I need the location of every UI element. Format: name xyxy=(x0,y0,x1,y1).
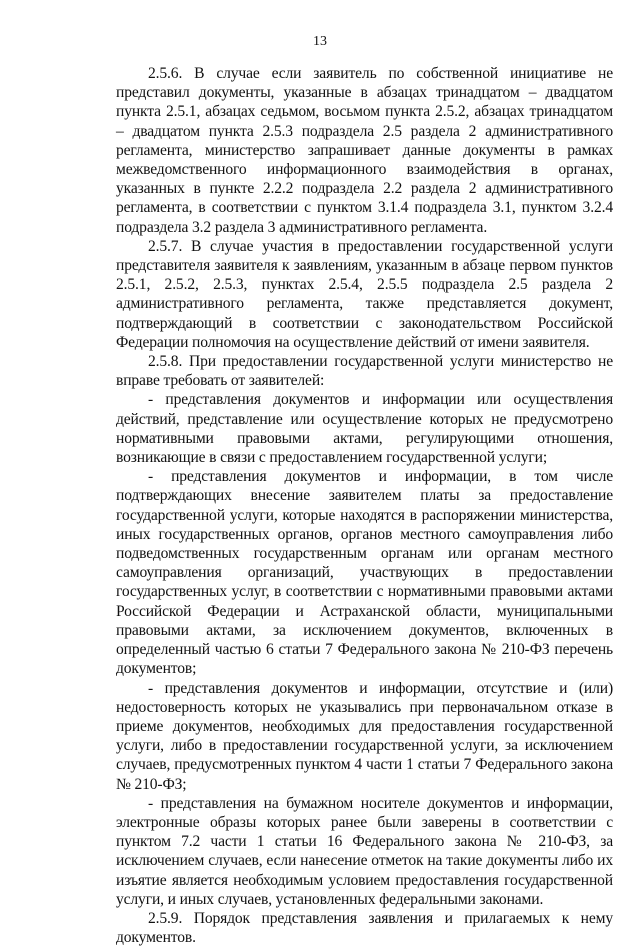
paragraph-2-5-7: 2.5.7. В случае участия в предоставлении государственной услуги представителя заявителя к заявлениям, указанным в абзаце первом пунктов 2.5.1, 2.5.2, 2.5.3, пунктах 2.5.4, 2.5.5 подраздела 2.5 раздела 2 административного регламента, также представляется документ, подтверждающий в соответствии с законодательством Российской Федерации полномочия на осуществление действий от имени заявителя. xyxy=(116,237,613,351)
list-item: - представления документов и информации, в том числе подтверждающих внесение заявителем платы за предоставление государственной услуги, которые находятся в распоряжении министерства, иных государственных органов, органов местного самоуправления либо подведомственных государственным органам или органам местного самоуправления организаций, участвующих в предоставлении государственных услуг, в соответствии с нормативными правовыми актами Российской Федерации и Астраханской области, муниципальными правовыми актами, за исключением документов, включенных в определенный частью 6 статьи 7 Федерального закона № 210-ФЗ перечень документов; xyxy=(116,468,613,678)
list-item: - представления документов и информации или осуществления действий, представление или осуществление которых не предусмотрено нормативными правовыми актами, регулирующими отношения, возникающие в связи с предоставлением государственной услуги; xyxy=(116,391,613,467)
document-body xyxy=(116,64,613,947)
paragraph-2-5-6: 2.5.6. В случае если заявитель по собственной инициативе не представил документы, указанные в абзацах тринадцатом – двадцатом пункта 2.5.1, абзацах седьмом, восьмом пункта 2.5.2, абзацах тринадцатом – двадцатом пункта 2.5.3 подраздела 2.5 раздела 2 административного регламента, министерство запрашивает данные документы в рамках межведомственного информационного взаимодействия в органах, указанных в пункте 2.2.2 подраздела 2.2 раздела 2 административного регламента, в соответствии с пунктом 3.1.4 подраздела 3.1, пунктом 3.2.4 подраздела 3.2 раздела 3 административного регламента. xyxy=(116,65,613,236)
page-number: 13 xyxy=(313,34,327,49)
list-item: - представления на бумажном носителе документов и информации, электронные образы которых ранее были заверены в соответствии с пунктом 7.2 части 1 статьи 16 Федерального закона № 210-ФЗ, за исключением случаев, если нанесение отметок на такие документы либо их изъятие является необходимым условием предоставления государственной услуги, и иных случаев, установленных федеральными законами. xyxy=(116,794,613,908)
paragraph-2-5-9: 2.5.9. Порядок представления заявления и прилагаемых к нему документов. xyxy=(116,909,613,947)
paragraph-2-5-8: 2.5.8. При предоставлении государственной услуги министерство не вправе требовать от заявителей: xyxy=(116,353,613,390)
list-item: - представления документов и информации, отсутствие и (или) недостоверность которых не указывались при первоначальном отказе в приеме документов, необходимых для предоставления государственной услуги, либо в предоставлении государственной услуги, за исключением случаев, предусмотренных пунктом 4 части 1 статьи 7 Федерального закона № 210-ФЗ; xyxy=(116,679,613,793)
